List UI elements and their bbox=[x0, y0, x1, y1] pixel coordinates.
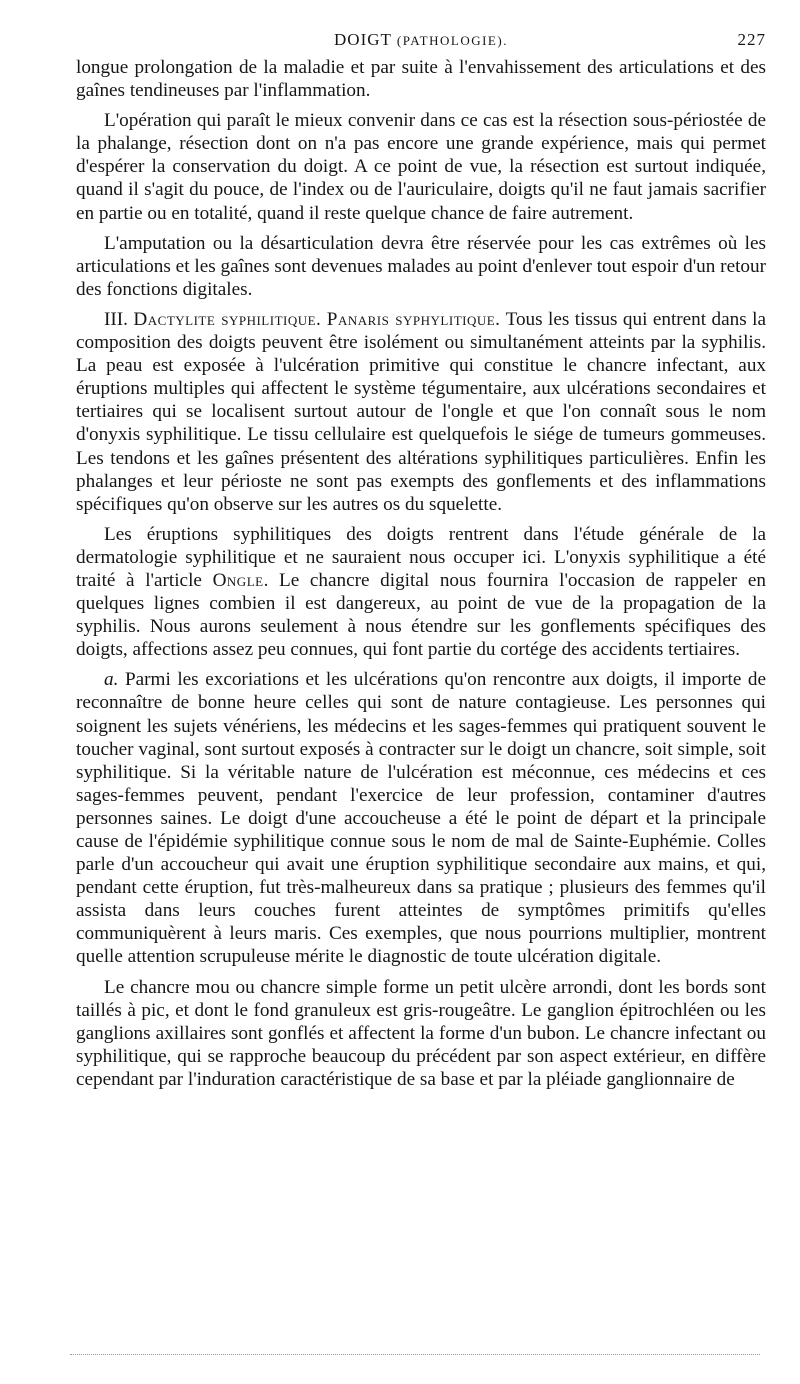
subsection-a-text: Parmi les excoriations et les ulcérations qu'on rencontre aux doigts, il importe de reconnaître de bonne heure celles qui sont de nature contagieuse. Les personnes qui soignent les sujets vénériens, les médecins et les sages-femmes qui pratiquent souvent le toucher vaginal, sont surtout exposés à contracter sur le doigt un chancre, soit simple, soit syphilitique. Si la véritable nature de l'ulcération est méconnue, ces médecins et ces sages-femmes peuvent, pendant l'exercice de leur profession, contaminer d'autres personnes saines. Le doigt d'une accoucheuse a été le point de départ et la principale cause de l'épidémie syphilitique connue sous le nom de mal de Sainte-Euphémie. Colles parle d'un accoucheur qui avait une éruption syphilitique secondaire aux mains, et qui, pendant cette éruption, fut très-malheureux dans sa pratique ; plusieurs des femmes qu'il assista dans leurs couches furent atteintes de symptômes primitifs qu'elles communiquèrent à leurs maris. Ces exemples, que nous pourrions multiplier, montrent quelle attention scrupuleuse mérite le diagnostic de toute ulcération digitale. bbox=[76, 669, 766, 968]
running-head bbox=[76, 30, 766, 56]
eruptions-text-after: . Le chancre digital nous fournira l'occasion de rappeler en quelques lignes combien il est dangereux, au point de vue de la propagation de la syphilis. Nous aurons seulement à nous étendre sur les gonflements spécifiques des doigts, affections assez peu connues, qui font partie du cortége des accidents tertiaires. bbox=[76, 569, 767, 661]
cross-reference-ongle: Ongle bbox=[212, 569, 264, 591]
section-numeral: III. bbox=[104, 308, 128, 330]
running-title-main: DOIGT bbox=[334, 30, 392, 49]
subsection-marker-a: a. bbox=[104, 669, 119, 691]
footer-divider bbox=[70, 1354, 760, 1355]
running-title-subtitle: (PATHOLOGIE). bbox=[396, 33, 508, 48]
book-page bbox=[76, 30, 766, 1098]
paragraph-chancre: Le chancre mou ou chancre simple forme un petit ulcère arrondi, dont les bords sont taillés à pic, et dont le fond granuleux est gris-rougeâtre. Le ganglion épitrochléen ou les ganglions axillaires sont gonflés et affectent la forme d'un bubon. Le chancre infectant ou syphilitique, qui se rapproche beaucoup du précédent par son aspect extérieur, en diffère cependant par l'induration caractéristique de sa base et par la pléiade ganglionnaire de bbox=[76, 976, 766, 1090]
paragraph-continuation: longue prolongation de la maladie et par suite à l'envahissement des articulations et des gaînes tendineuses par l'inflammation. bbox=[76, 57, 766, 102]
paragraph-amputation: L'amputation ou la désarticulation devra être réservée pour les cas extrêmes où les articulations et les gaînes sont devenues malades au point d'enlever tout espoir d'un retour des fonctions digitales. bbox=[76, 232, 766, 300]
paragraph-resection: L'opération qui paraît le mieux convenir dans ce cas est la résection sous-périostée de la phalange, résection dont on n'a pas encore une grande expérience, mais qui permet d'espérer la conservation du doigt. A ce point de vue, la résection est surtout indiquée, quand il s'agit du pouce, de l'index ou de l'auriculaire, doigts qu'il ne faut jamais sacrifier en partie ou en totalité, quand il reste quelque chance de faire autrement. bbox=[76, 110, 766, 224]
paragraph-eruptions bbox=[76, 523, 766, 662]
section-heading-dactylite: Dactylite syphilitique. bbox=[133, 308, 322, 330]
running-title bbox=[76, 30, 766, 50]
page-number: 227 bbox=[737, 30, 766, 49]
body-text bbox=[76, 56, 766, 1091]
section-iii-text: Tous les tissus qui entrent dans la composition des doigts peuvent être isolément ou simultanément atteints par la syphilis. La peau est exposée à l'ulcération primitive qui constitue le chancre infectant, aux éruptions multiples qui affectent le système tégumentaire, aux ulcérations secondaires et tertiaires qui se localisent surtout autour de l'ongle et que l'on connaît sous le nom d'onyxis syphilitique. Le tissu cellulaire est quelquefois le siége de tumeurs gommeuses. Les tendons et les gaînes présentent des altérations syphilitiques particulières. Enfin les phalanges et leur périoste ne sont pas exempts des gonflements et des inflammations spécifiques qu'on observe sur les autres os du squelette. bbox=[76, 308, 766, 515]
paragraph-section-iii bbox=[76, 308, 766, 516]
section-heading-panaris: Panaris syphylitique. bbox=[326, 308, 501, 330]
paragraph-subsection-a bbox=[76, 668, 766, 968]
eruptions-text-before: Les éruptions syphilitiques des doigts rentrent dans l'étude générale de la dermatologie syphilitique et ne sauraient nous occuper ici. L'onyxis syphilitique a été traité à l'article bbox=[76, 523, 766, 591]
